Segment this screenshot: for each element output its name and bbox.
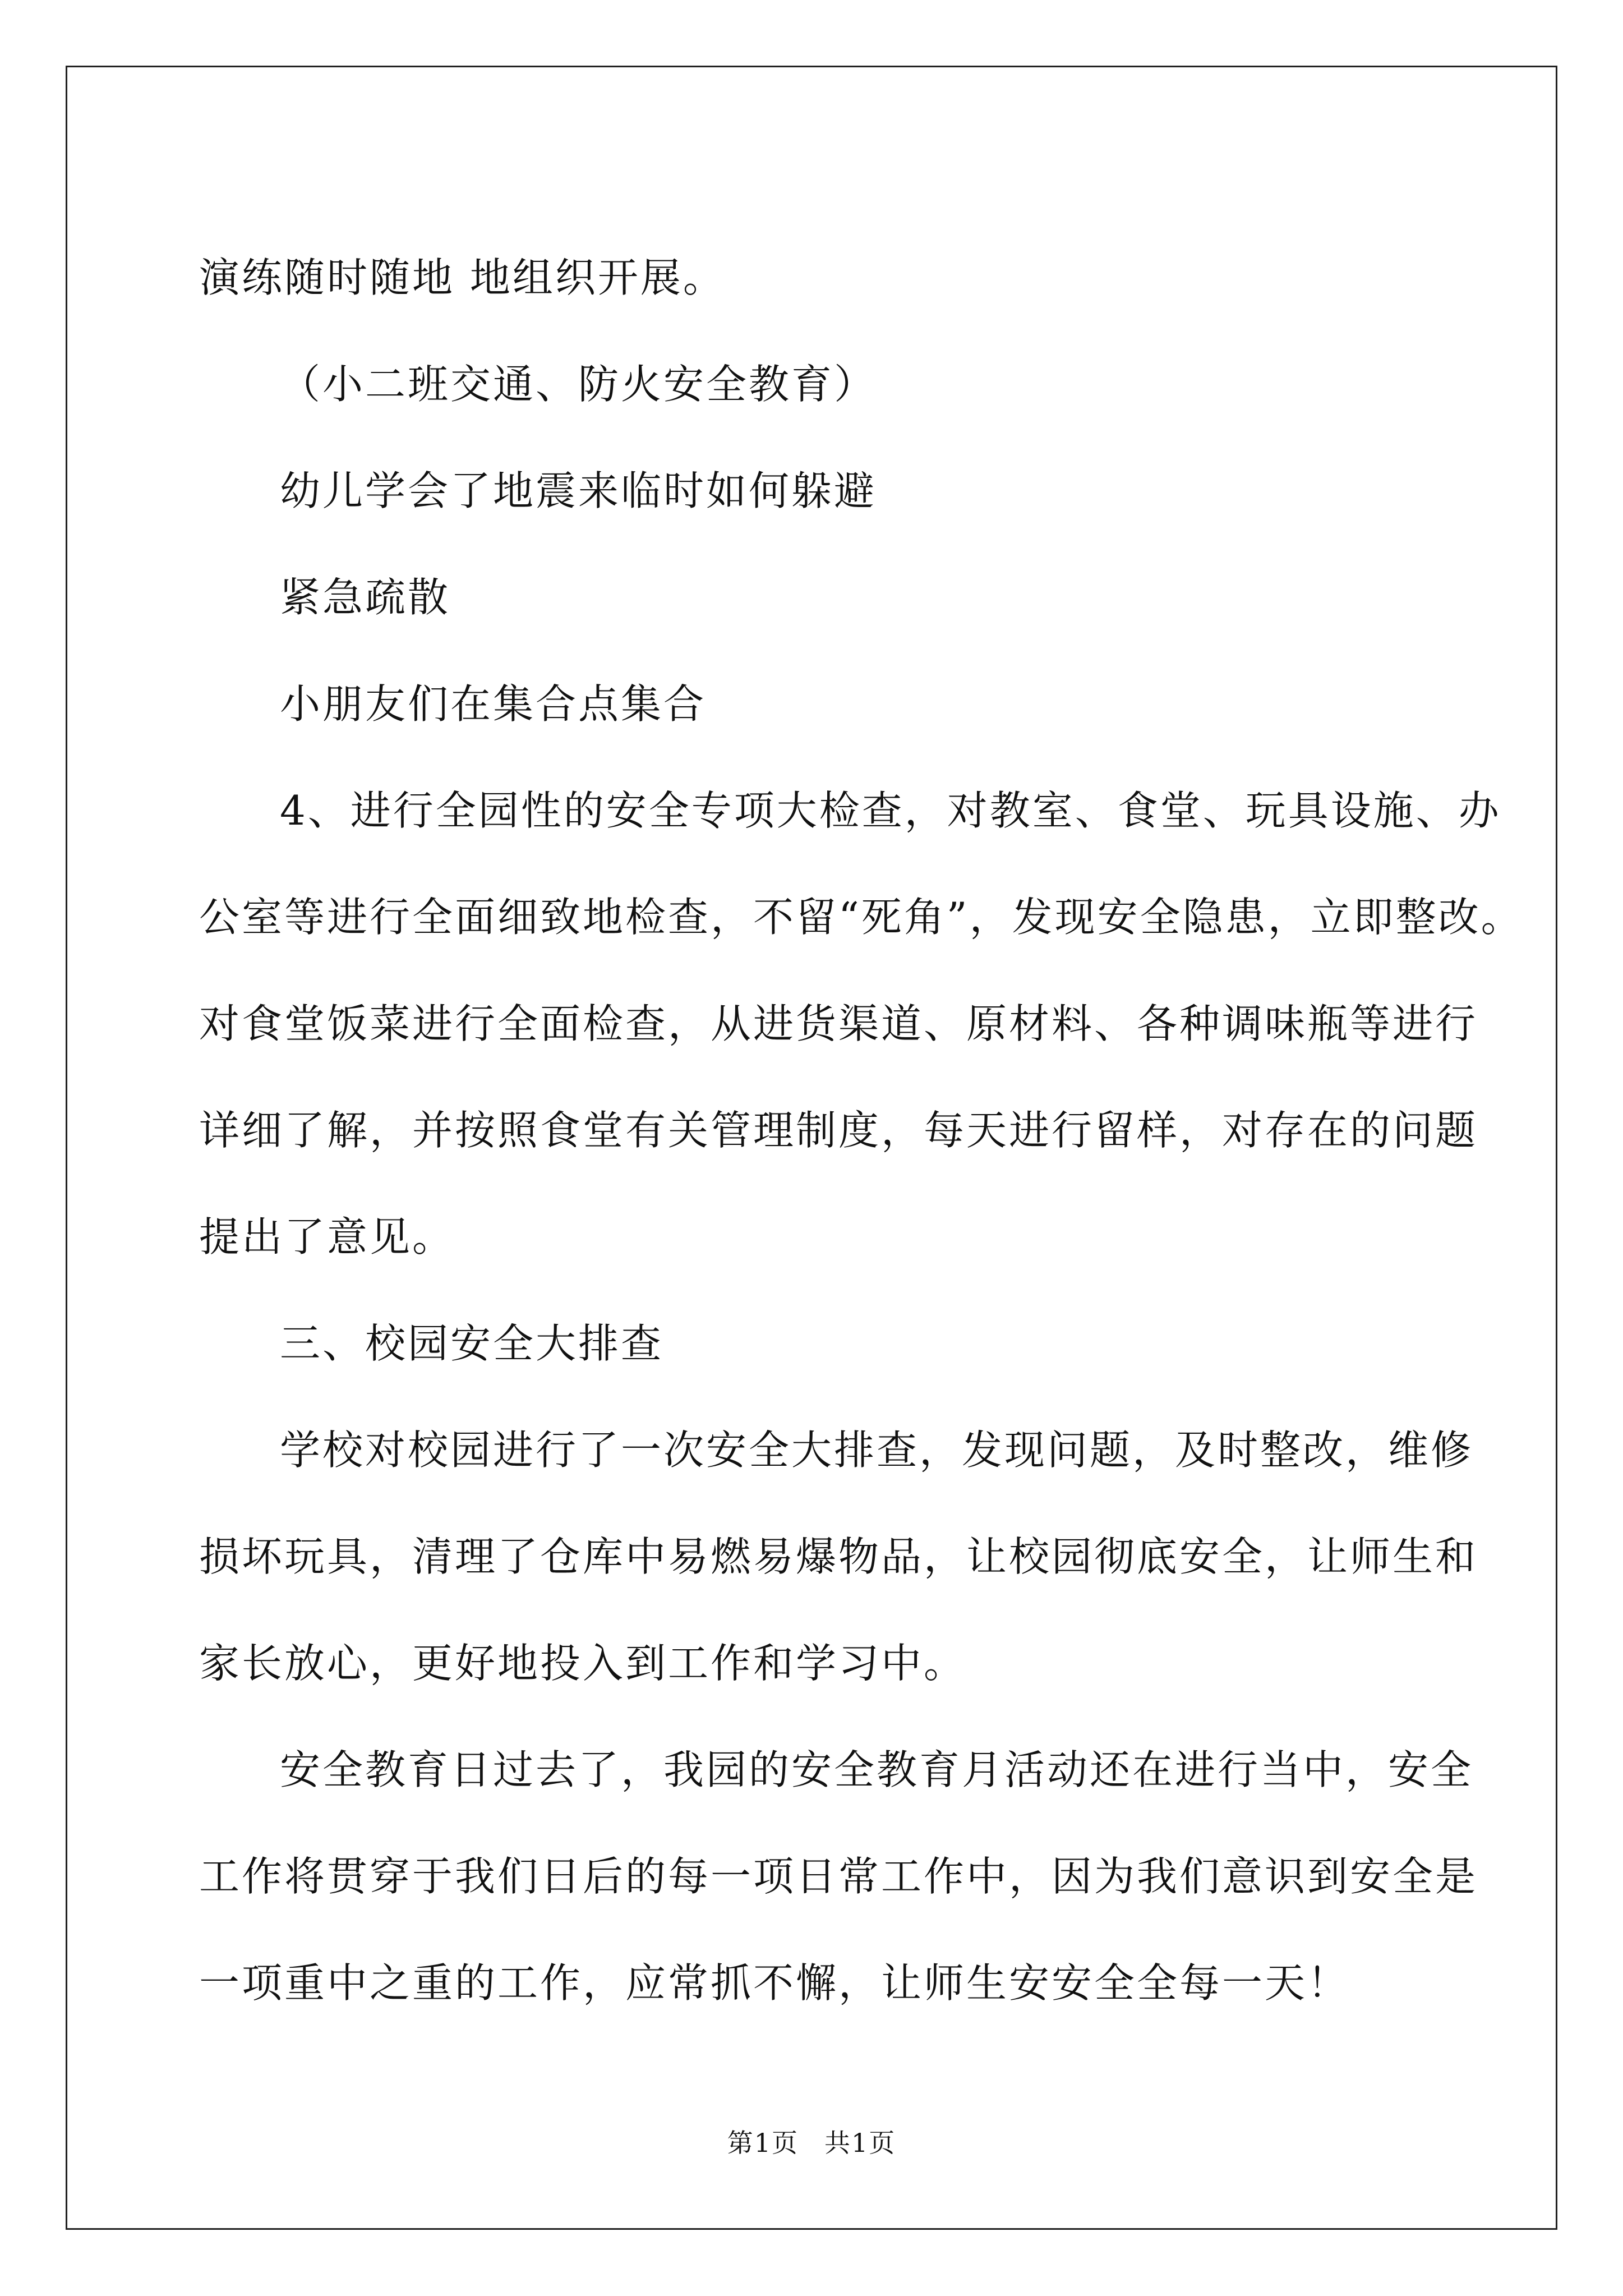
text-line-1: 演练随时随地 地组织开展。 [199,254,726,301]
text-line-14: 家长放心，更好地投入到工作和学习中。 [199,1640,967,1687]
text-line-4: 紧急疏散 [280,574,451,621]
text-line-5: 小朋友们在集合点集合 [280,680,707,728]
document-body [199,224,1524,2036]
section-heading: 三、校园安全大排查 [280,1320,664,1367]
page-footer [0,2126,1623,2160]
page-total: 共1页 [824,2128,896,2158]
text-line-6: 4、进行全园性的安全专项大检查，对教室、食堂、玩具设施、办 [280,787,1501,834]
text-line-8: 对食堂饭菜进行全面检查，从进货渠道、原材料、各种调味瓶等进行 [199,1000,1478,1047]
text-line-13: 损坏玩具，清理了仓库中易燃易爆物品，让校园彻底安全，让师生和 [199,1533,1478,1580]
text-line-16: 工作将贯穿于我们日后的每一项日常工作中，因为我们意识到安全是 [199,1853,1478,1900]
text-line-17: 一项重中之重的工作，应常抓不懈，让师生安安全全每一天！ [199,1959,1350,2007]
text-line-10: 提出了意见。 [199,1213,455,1260]
text-line-7: 公室等进行全面细致地检查，不留“死角”，发现安全隐患，立即整改。 [199,894,1524,941]
text-line-9: 详细了解，并按照食堂有关管理制度，每天进行留样，对存在的问题 [199,1107,1478,1154]
page-number: 第1页 [727,2128,799,2158]
text-line-15: 安全教育日过去了，我园的安全教育月活动还在进行当中，安全 [280,1746,1474,1793]
text-line-2: （小二班交通、防火安全教育） [280,361,877,408]
text-line-12: 学校对校园进行了一次安全大排查，发现问题，及时整改，维修 [280,1427,1474,1474]
text-line-3: 幼儿学会了地震来临时如何躲避 [280,467,877,514]
